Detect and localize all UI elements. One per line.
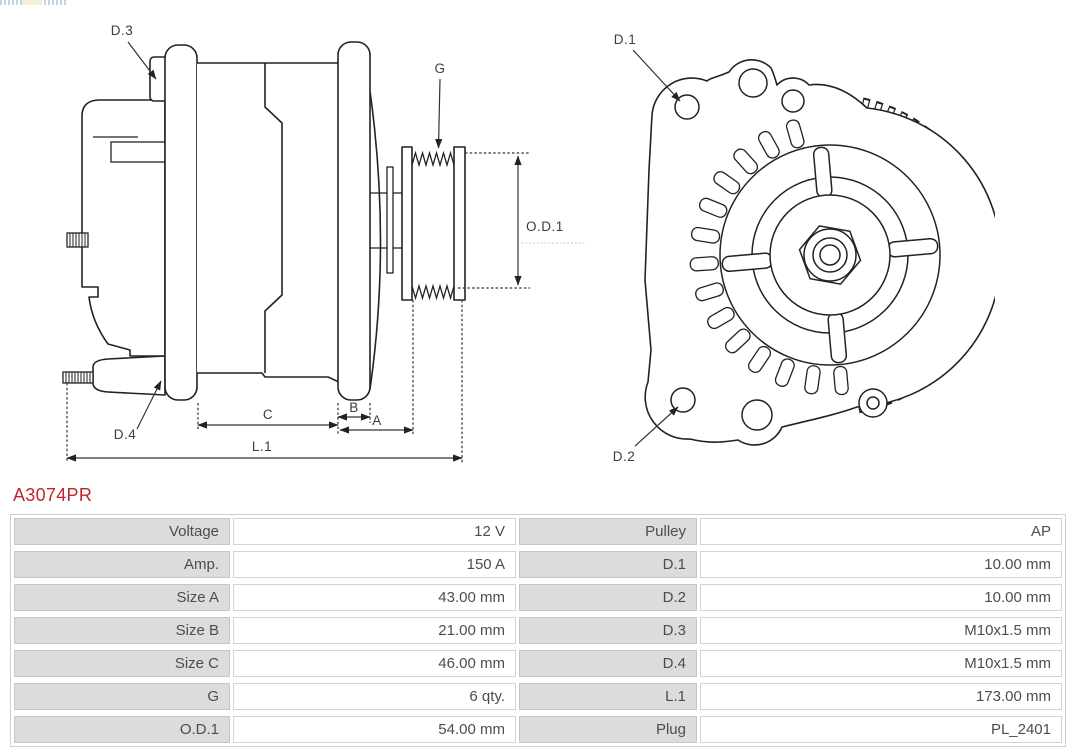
spec-label: Size A — [14, 584, 230, 611]
label-c: C — [262, 407, 274, 422]
hole-d2 — [671, 388, 695, 412]
label-d3: D.3 — [110, 23, 134, 38]
spec-label: D.1 — [519, 551, 697, 578]
spec-label: Pulley — [519, 518, 697, 545]
spec-label: L.1 — [519, 683, 697, 710]
ui-artifact-fragment — [0, 0, 66, 5]
label-a: A — [372, 413, 382, 428]
spec-value: PL_2401 — [700, 716, 1062, 743]
spec-label: O.D.1 — [14, 716, 230, 743]
spec-value: 12 V — [233, 518, 516, 545]
spec-label: Size C — [14, 650, 230, 677]
spec-value: 21.00 mm — [233, 617, 516, 644]
spec-value: 54.00 mm — [233, 716, 516, 743]
label-od1: O.D.1 — [526, 219, 564, 234]
label-g: G — [434, 61, 446, 76]
label-d1: D.1 — [613, 32, 637, 47]
spec-value: AP — [700, 518, 1062, 545]
spec-label: Plug — [519, 716, 697, 743]
terminal-stud-lower — [63, 372, 93, 383]
spec-value: 6 qty. — [233, 683, 516, 710]
spec-table — [10, 514, 1066, 747]
spec-value: 43.00 mm — [233, 584, 516, 611]
spec-label: Voltage — [14, 518, 230, 545]
alternator-front-view-drawing — [595, 20, 995, 475]
spec-label: D.2 — [519, 584, 697, 611]
spec-value: 10.00 mm — [700, 584, 1062, 611]
spec-label: G — [14, 683, 230, 710]
rear-housing — [82, 100, 165, 356]
shaft-disc — [387, 167, 393, 273]
spec-label: Amp. — [14, 551, 230, 578]
spec-value: M10x1.5 mm — [700, 650, 1062, 677]
alternator-side-view-drawing — [40, 15, 595, 485]
spec-value: M10x1.5 mm — [700, 617, 1062, 644]
rear-bracket — [338, 42, 370, 400]
spec-value: 150 A — [233, 551, 516, 578]
spec-label: Size B — [14, 617, 230, 644]
label-d2: D.2 — [612, 449, 636, 464]
spec-value: 173.00 mm — [700, 683, 1062, 710]
rear-bracket-belly — [370, 91, 381, 389]
spec-label: D.4 — [519, 650, 697, 677]
spec-value: 46.00 mm — [233, 650, 516, 677]
label-l1: L.1 — [251, 439, 273, 454]
part-number-link[interactable]: A3074PR — [13, 485, 93, 505]
pulley-side — [402, 147, 465, 300]
pulley-front — [720, 145, 940, 365]
front-bracket — [165, 45, 197, 400]
housing-slot — [111, 142, 165, 162]
spec-label: D.3 — [519, 617, 697, 644]
spec-value: 10.00 mm — [700, 551, 1062, 578]
mounting-lug-bottom — [93, 356, 165, 395]
label-b: B — [349, 400, 359, 415]
label-d4: D.4 — [113, 427, 137, 442]
terminal-stud-upper — [67, 233, 88, 247]
